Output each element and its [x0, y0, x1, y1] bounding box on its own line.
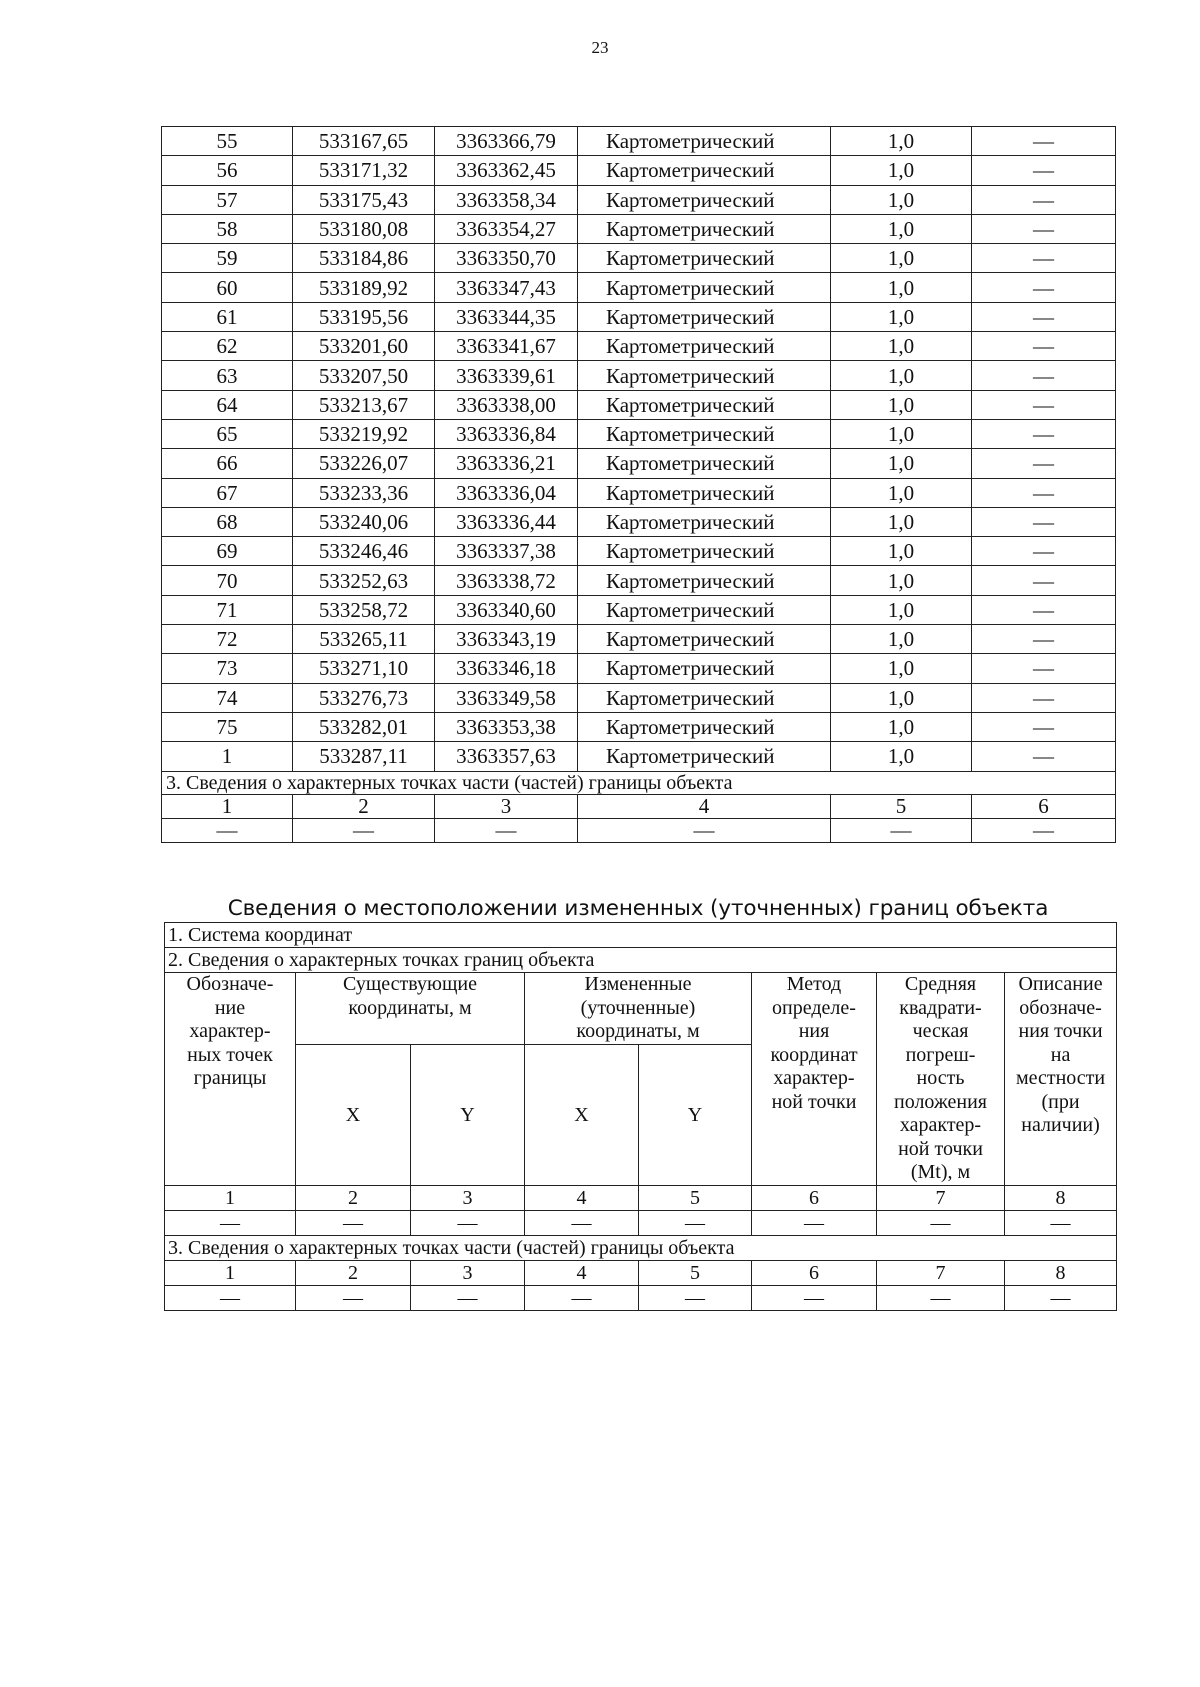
accuracy-cell: 1,0: [831, 742, 972, 771]
accuracy-cell: 1,0: [831, 712, 972, 741]
column-number-cell: 2: [296, 1185, 411, 1210]
description-cell: —: [972, 361, 1116, 390]
point-number-cell: 71: [162, 595, 293, 624]
empty-cell: —: [752, 1210, 877, 1235]
accuracy-cell: 1,0: [831, 478, 972, 507]
point-number-cell: 67: [162, 478, 293, 507]
accuracy-cell: 1,0: [831, 127, 972, 156]
y-coordinate-cell: 3363347,43: [435, 273, 578, 302]
header-designation: Обозначе- ние характер- ных точек границы: [165, 973, 296, 1186]
header-method: Метод определе- ния координат характер- ной точки: [752, 973, 877, 1186]
points-section-label: 2. Сведения о характерных точках границ объекта: [165, 948, 1117, 973]
empty-cell: —: [165, 1210, 296, 1235]
description-cell: —: [972, 712, 1116, 741]
point-number-cell: 55: [162, 127, 293, 156]
column-number-cell: 5: [831, 794, 972, 818]
empty-cell: —: [877, 1285, 1005, 1310]
column-number-cell: 1: [162, 794, 293, 818]
accuracy-cell: 1,0: [831, 566, 972, 595]
description-cell: —: [972, 273, 1116, 302]
y-coordinate-cell: 3363366,79: [435, 127, 578, 156]
x-coordinate-cell: 533167,65: [293, 127, 435, 156]
table-row: [162, 625, 1116, 654]
accuracy-cell: 1,0: [831, 244, 972, 273]
x-coordinate-cell: 533233,36: [293, 478, 435, 507]
description-cell: —: [972, 507, 1116, 536]
column-number-cell: 3: [411, 1260, 525, 1285]
table-row: [162, 273, 1116, 302]
description-cell: —: [972, 742, 1116, 771]
x-coordinate-cell: 533171,32: [293, 156, 435, 185]
method-cell: Картометрический: [578, 537, 831, 566]
point-number-cell: 58: [162, 214, 293, 243]
accuracy-cell: 1,0: [831, 214, 972, 243]
y-coordinate-cell: 3363358,34: [435, 185, 578, 214]
empty-cell: —: [525, 1285, 639, 1310]
accuracy-cell: 1,0: [831, 361, 972, 390]
empty-cell: —: [1005, 1285, 1117, 1310]
description-cell: —: [972, 537, 1116, 566]
empty-cell: —: [972, 818, 1116, 842]
description-cell: —: [972, 244, 1116, 273]
column-number-cell: 5: [639, 1185, 752, 1210]
table-row: [162, 419, 1116, 448]
accuracy-cell: 1,0: [831, 507, 972, 536]
header-changed-y: Y: [639, 1044, 752, 1185]
y-coordinate-cell: 3363346,18: [435, 654, 578, 683]
accuracy-cell: 1,0: [831, 185, 972, 214]
accuracy-cell: 1,0: [831, 683, 972, 712]
method-cell: Картометрический: [578, 566, 831, 595]
method-cell: Картометрический: [578, 712, 831, 741]
empty-cell: —: [435, 818, 578, 842]
table-row: [162, 214, 1116, 243]
y-coordinate-cell: 3363344,35: [435, 302, 578, 331]
x-coordinate-cell: 533213,67: [293, 390, 435, 419]
empty-cell: —: [293, 818, 435, 842]
y-coordinate-cell: 3363336,84: [435, 419, 578, 448]
description-cell: —: [972, 390, 1116, 419]
table-row: [162, 332, 1116, 361]
y-coordinate-cell: 3363341,67: [435, 332, 578, 361]
column-number-cell: 3: [411, 1185, 525, 1210]
header-description: Описание обозначе- ния точки на местности (при наличии): [1005, 973, 1117, 1186]
empty-cell: —: [877, 1210, 1005, 1235]
accuracy-cell: 1,0: [831, 654, 972, 683]
empty-cell: —: [165, 1285, 296, 1310]
accuracy-cell: 1,0: [831, 273, 972, 302]
x-coordinate-cell: 533207,50: [293, 361, 435, 390]
empty-cell: —: [411, 1210, 525, 1235]
table-row: [162, 712, 1116, 741]
column-number-cell: 5: [639, 1260, 752, 1285]
description-cell: —: [972, 595, 1116, 624]
empty-cell: —: [1005, 1210, 1117, 1235]
empty-cell: —: [578, 818, 831, 842]
accuracy-cell: 1,0: [831, 419, 972, 448]
page-number: 23: [591, 38, 609, 57]
point-number-cell: 59: [162, 244, 293, 273]
table-row: [162, 595, 1116, 624]
empty-cell: —: [162, 818, 293, 842]
header-changed-x: X: [525, 1044, 639, 1185]
column-number-cell: 4: [525, 1185, 639, 1210]
description-cell: —: [972, 127, 1116, 156]
method-cell: Картометрический: [578, 683, 831, 712]
table-row: [162, 156, 1116, 185]
table-row: [162, 185, 1116, 214]
point-number-cell: 65: [162, 419, 293, 448]
coordinate-system-label: 1. Система координат: [165, 923, 1117, 948]
header-existing-x: X: [296, 1044, 411, 1185]
method-cell: Картометрический: [578, 156, 831, 185]
accuracy-cell: 1,0: [831, 537, 972, 566]
changed-boundaries-table: [164, 922, 1117, 1311]
point-number-cell: 75: [162, 712, 293, 741]
y-coordinate-cell: 3363357,63: [435, 742, 578, 771]
y-coordinate-cell: 3363336,44: [435, 507, 578, 536]
point-number-cell: 70: [162, 566, 293, 595]
table-row: [162, 537, 1116, 566]
column-number-cell: 6: [972, 794, 1116, 818]
accuracy-cell: 1,0: [831, 625, 972, 654]
point-number-cell: 69: [162, 537, 293, 566]
y-coordinate-cell: 3363343,19: [435, 625, 578, 654]
header-existing-y: Y: [411, 1044, 525, 1185]
description-cell: —: [972, 625, 1116, 654]
empty-cell: —: [831, 818, 972, 842]
coordinates-table-body: [162, 127, 1116, 843]
empty-cell: —: [411, 1285, 525, 1310]
empty-cell: —: [639, 1210, 752, 1235]
column-number-cell: 7: [877, 1185, 1005, 1210]
description-cell: —: [972, 332, 1116, 361]
description-cell: —: [972, 683, 1116, 712]
table-row: [162, 302, 1116, 331]
x-coordinate-cell: 533184,86: [293, 244, 435, 273]
point-number-cell: 66: [162, 449, 293, 478]
y-coordinate-cell: 3363362,45: [435, 156, 578, 185]
description-cell: —: [972, 419, 1116, 448]
description-cell: —: [972, 185, 1116, 214]
table-row: [162, 244, 1116, 273]
point-number-cell: 74: [162, 683, 293, 712]
table-row: [162, 127, 1116, 156]
column-number-cell: 4: [578, 794, 831, 818]
empty-cell: —: [296, 1285, 411, 1310]
table-row: [162, 654, 1116, 683]
accuracy-cell: 1,0: [831, 332, 972, 361]
column-number-cell: 6: [752, 1260, 877, 1285]
table-row: [162, 361, 1116, 390]
x-coordinate-cell: 533265,11: [293, 625, 435, 654]
x-coordinate-cell: 533240,06: [293, 507, 435, 536]
empty-cell: —: [639, 1285, 752, 1310]
column-number-cell: 2: [296, 1260, 411, 1285]
x-coordinate-cell: 533219,92: [293, 419, 435, 448]
column-number-cell: 3: [435, 794, 578, 818]
point-number-cell: 63: [162, 361, 293, 390]
empty-cell: —: [296, 1210, 411, 1235]
table-row: [162, 390, 1116, 419]
x-coordinate-cell: 533195,56: [293, 302, 435, 331]
point-number-cell: 62: [162, 332, 293, 361]
x-coordinate-cell: 533201,60: [293, 332, 435, 361]
method-cell: Картометрический: [578, 419, 831, 448]
y-coordinate-cell: 3363340,60: [435, 595, 578, 624]
x-coordinate-cell: 533271,10: [293, 654, 435, 683]
column-number-cell: 4: [525, 1260, 639, 1285]
column-number-cell: 7: [877, 1260, 1005, 1285]
y-coordinate-cell: 3363336,21: [435, 449, 578, 478]
method-cell: Картометрический: [578, 302, 831, 331]
method-cell: Картометрический: [578, 742, 831, 771]
table-row: [162, 742, 1116, 771]
method-cell: Картометрический: [578, 390, 831, 419]
x-coordinate-cell: 533252,63: [293, 566, 435, 595]
point-number-cell: 72: [162, 625, 293, 654]
empty-cell: —: [752, 1285, 877, 1310]
method-cell: Картометрический: [578, 507, 831, 536]
x-coordinate-cell: 533276,73: [293, 683, 435, 712]
description-cell: —: [972, 478, 1116, 507]
method-cell: Картометрический: [578, 361, 831, 390]
method-cell: Картометрический: [578, 185, 831, 214]
table-row: [162, 683, 1116, 712]
x-coordinate-cell: 533246,46: [293, 537, 435, 566]
method-cell: Картометрический: [578, 625, 831, 654]
column-number-cell: 1: [165, 1185, 296, 1210]
column-number-cell: 8: [1005, 1260, 1117, 1285]
table-row: [162, 478, 1116, 507]
method-cell: Картометрический: [578, 478, 831, 507]
method-cell: Картометрический: [578, 127, 831, 156]
y-coordinate-cell: 3363354,27: [435, 214, 578, 243]
part-points-section-label: 3. Сведения о характерных точках части (частей) границы объекта: [165, 1235, 1117, 1260]
accuracy-cell: 1,0: [831, 390, 972, 419]
table-row: [162, 507, 1116, 536]
point-number-cell: 68: [162, 507, 293, 536]
description-cell: —: [972, 566, 1116, 595]
accuracy-cell: 1,0: [831, 156, 972, 185]
description-cell: —: [972, 654, 1116, 683]
column-number-cell: 2: [293, 794, 435, 818]
y-coordinate-cell: 3363336,04: [435, 478, 578, 507]
description-cell: —: [972, 214, 1116, 243]
coordinates-table: [161, 126, 1116, 843]
point-number-cell: 1: [162, 742, 293, 771]
header-changed-coordinates: Измененные (уточненные) координаты, м: [525, 973, 752, 1045]
x-coordinate-cell: 533180,08: [293, 214, 435, 243]
header-error: Средняя квадрати- ческая погреш- ность положения характер- ной точки (Mt), м: [877, 973, 1005, 1186]
y-coordinate-cell: 3363338,00: [435, 390, 578, 419]
x-coordinate-cell: 533175,43: [293, 185, 435, 214]
point-number-cell: 60: [162, 273, 293, 302]
method-cell: Картометрический: [578, 332, 831, 361]
x-coordinate-cell: 533189,92: [293, 273, 435, 302]
description-cell: —: [972, 156, 1116, 185]
method-cell: Картометрический: [578, 449, 831, 478]
point-number-cell: 64: [162, 390, 293, 419]
column-number-cell: 8: [1005, 1185, 1117, 1210]
y-coordinate-cell: 3363339,61: [435, 361, 578, 390]
method-cell: Картометрический: [578, 273, 831, 302]
point-number-cell: 56: [162, 156, 293, 185]
part-points-section-label: 3. Сведения о характерных точках части (частей) границы объекта: [162, 771, 1116, 794]
column-number-cell: 6: [752, 1185, 877, 1210]
y-coordinate-cell: 3363353,38: [435, 712, 578, 741]
x-coordinate-cell: 533226,07: [293, 449, 435, 478]
method-cell: Картометрический: [578, 654, 831, 683]
table-row: [162, 449, 1116, 478]
section-title: Сведения о местоположении измененных (уточненных) границ объекта: [227, 896, 1049, 921]
description-cell: —: [972, 449, 1116, 478]
header-existing-coordinates: Существующие координаты, м: [296, 973, 525, 1045]
description-cell: —: [972, 302, 1116, 331]
method-cell: Картометрический: [578, 595, 831, 624]
point-number-cell: 57: [162, 185, 293, 214]
x-coordinate-cell: 533282,01: [293, 712, 435, 741]
method-cell: Картометрический: [578, 214, 831, 243]
y-coordinate-cell: 3363349,58: [435, 683, 578, 712]
accuracy-cell: 1,0: [831, 595, 972, 624]
method-cell: Картометрический: [578, 244, 831, 273]
accuracy-cell: 1,0: [831, 302, 972, 331]
x-coordinate-cell: 533287,11: [293, 742, 435, 771]
column-number-cell: 1: [165, 1260, 296, 1285]
y-coordinate-cell: 3363350,70: [435, 244, 578, 273]
y-coordinate-cell: 3363337,38: [435, 537, 578, 566]
point-number-cell: 73: [162, 654, 293, 683]
table-row: [162, 566, 1116, 595]
x-coordinate-cell: 533258,72: [293, 595, 435, 624]
point-number-cell: 61: [162, 302, 293, 331]
accuracy-cell: 1,0: [831, 449, 972, 478]
y-coordinate-cell: 3363338,72: [435, 566, 578, 595]
empty-cell: —: [525, 1210, 639, 1235]
